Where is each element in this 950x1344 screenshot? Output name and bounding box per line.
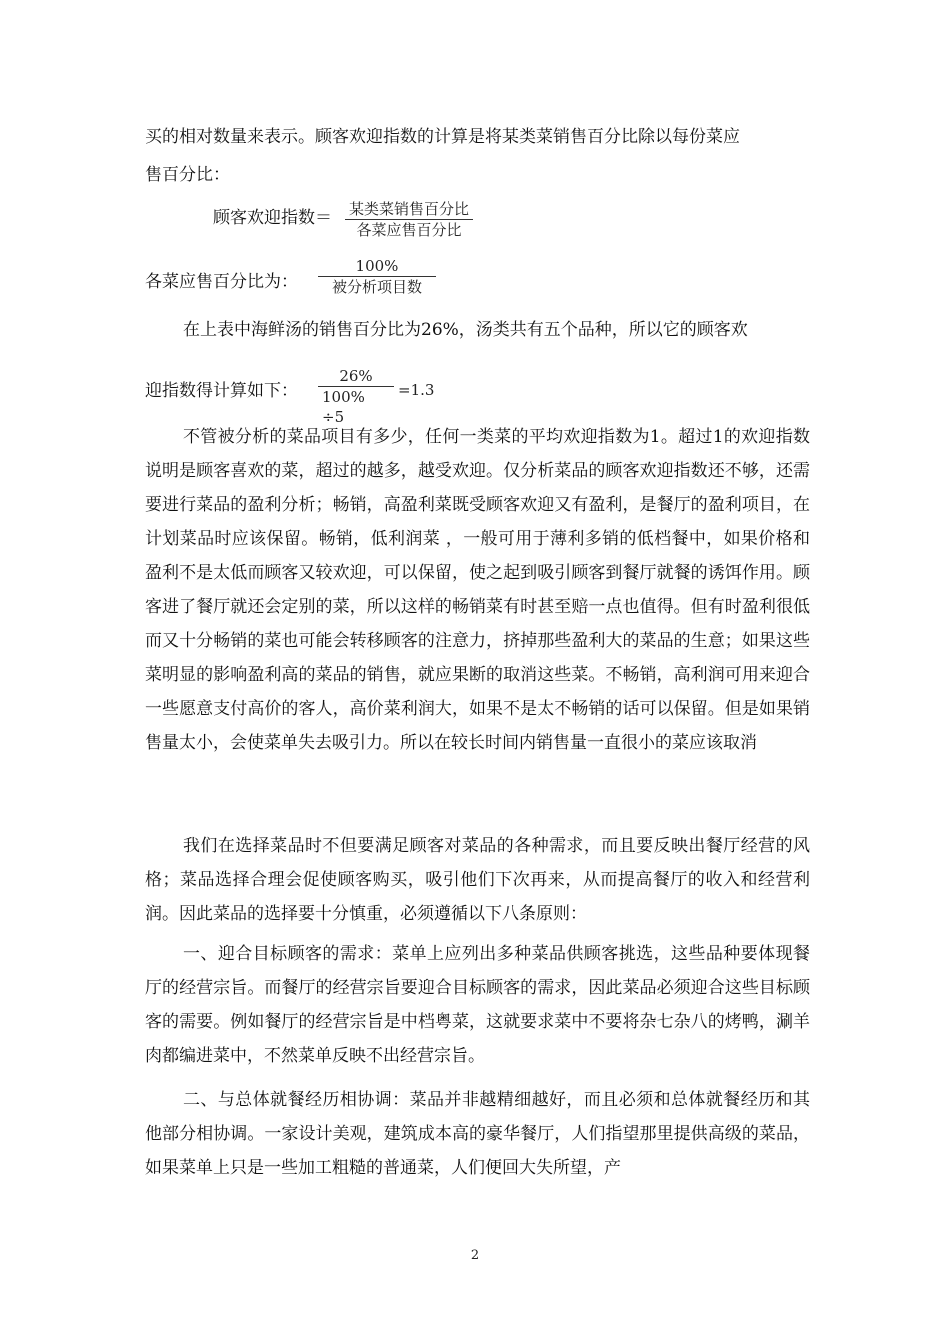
- formula3-result: =1.3: [398, 381, 435, 399]
- formula1-label: 顾客欢迎指数＝: [213, 208, 332, 228]
- paragraph-popularity: 不管被分析的菜品项目有多少，任何一类菜的平均欢迎指数为1。超过1的欢迎指数说明是顾客喜欢的菜，超过的越多，越受欢迎。仅分析菜品的顾客欢迎指数还不够，还需要进行菜品的盈利分析；畅销，高盈利菜既受顾客欢迎又有盈利，是餐厅的盈利项目，在计划菜品时应该保留。畅销，低利润菜 ，一般可用于薄利多销的低档餐中，如果价格和盈利不是太低而顾客又较欢迎，可以保留，使之起到吸引顾客到餐厅就餐的诱饵作用。顾客进了餐厅就还会定别的菜，所以这样的畅销菜有时甚至赔一点也值得。但有时盈利很低而又十分畅销的菜也可能会转移顾客的注意力，挤掉那些盈利大的菜品的生意；如果这些菜明显的影响盈利高的菜品的销售，就应果断的取消这些菜。不畅销，高利润可用来迎合一些愿意支付高价的客人，高价菜利润大，如果不是太不畅销的话可以保留。但是如果销售量太小，会使菜单失去吸引力。所以在较长时间内销售量一直很小的菜应该取消: [145, 427, 810, 753]
- formula2-fraction: [318, 256, 436, 297]
- formula2-denominator: 被分析项目数: [331, 278, 422, 296]
- formula1-numerator: 某类菜销售百分比: [349, 200, 470, 218]
- paragraph-selection: 我们在选择菜品时不但要满足顾客对菜品的各种需求，而且要反映出餐厅经营的风格；菜品选择合理会促使顾客购买，吸引他们下次再来，从而提高餐厅的收入和经营利润。因此菜品的选择要十分慎重，必须遵循以下八条原则：: [145, 836, 810, 924]
- formula3-fraction: [318, 366, 394, 427]
- paragraph-principle-2: 二、与总体就餐经历相协调：菜品并非越精细越好，而且必须和总体就餐经历和其他部分相协调。一家设计美观，建筑成本高的豪华餐厅，人们指望那里提供高级的菜品，如果菜单上只是一些加工粗糙的普通菜，人们便回大失所望，产: [145, 1090, 810, 1178]
- formula2-numerator: 100%: [355, 257, 399, 275]
- formula3-numerator: 26%: [339, 367, 373, 385]
- intro-line-2: 售百分比：: [145, 165, 230, 185]
- page-number: 2: [470, 1248, 480, 1263]
- seafood-line: 在上表中海鲜汤的销售百分比为26%，汤类共有五个品种，所以它的顾客欢: [183, 320, 748, 340]
- formula2-label: 各菜应售百分比为：: [145, 272, 298, 292]
- paragraph-principle-1: 一、迎合目标顾客的需求：菜单上应列出多种菜品供顾客挑选，这些品种要体现餐厅的经营宗旨。而餐厅的经营宗旨要迎合目标顾客的需求，因此菜品必须迎合这些目标顾客的需要。例如餐厅的经营宗旨是中档粤菜，这就要求菜中不要将杂七杂八的烤鸭，涮羊肉都编进菜中，不然菜单反映不出经营宗旨。: [145, 944, 810, 1066]
- formula3-label: 迎指数得计算如下：: [145, 381, 298, 401]
- formula3-denominator: 100% ÷5: [322, 388, 365, 426]
- intro-line-1: 买的相对数量来表示。顾客欢迎指数的计算是将某类菜销售百分比除以每份菜应: [145, 127, 740, 147]
- formula1-denominator: 各菜应售百分比: [356, 221, 462, 239]
- formula1-fraction: [345, 199, 473, 240]
